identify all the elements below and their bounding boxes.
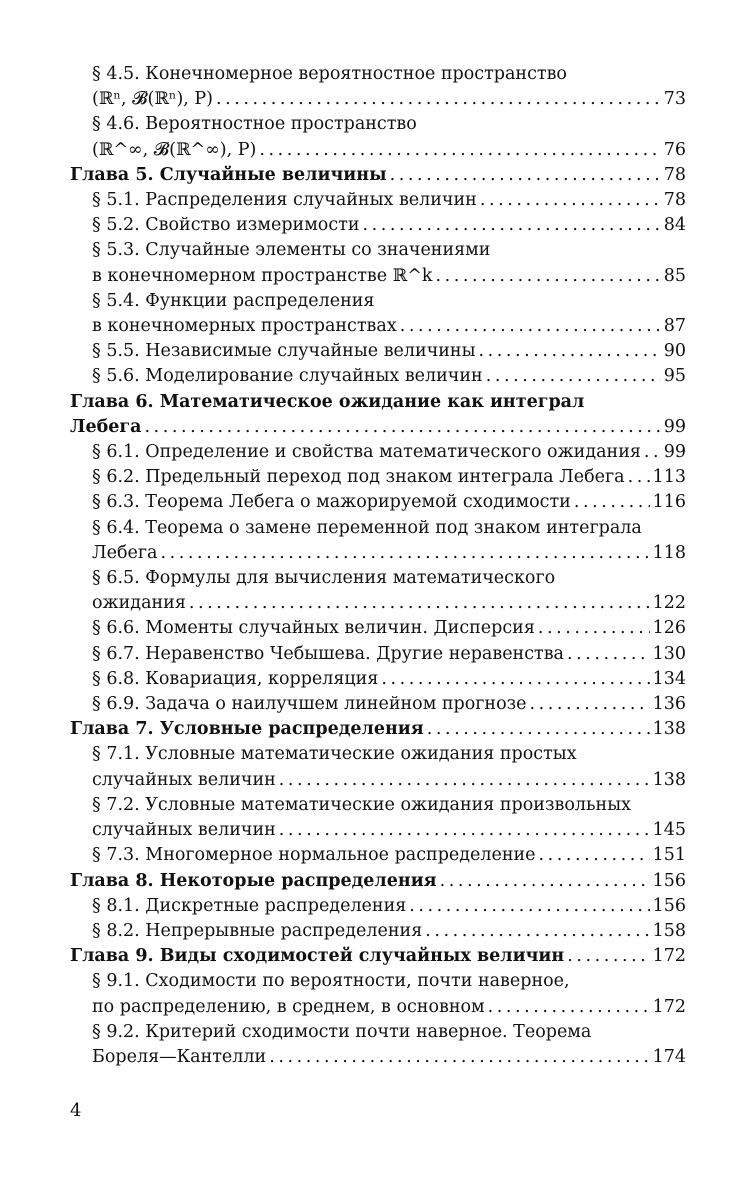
toc-page-number: 85 <box>663 265 686 286</box>
toc-page-number: 126 <box>652 618 686 639</box>
toc-page-number: 172 <box>652 996 686 1017</box>
toc-entry-title: § 6.4. Теорема о замене переменной под знаком интеграла <box>92 517 642 538</box>
toc-page-number: 118 <box>652 542 686 563</box>
toc-entry-title-cont: случайных величин <box>92 820 276 841</box>
toc-entry-7-2 <box>70 793 686 843</box>
leader-dots <box>189 591 650 616</box>
leader-dots <box>479 339 661 364</box>
leader-dots <box>567 642 650 667</box>
toc-chapter-title: Глава 8. Некоторые распределения <box>70 870 437 891</box>
toc-entry-title: § 6.1. Определение и свойства математического ожидания <box>92 442 641 463</box>
toc-entry-6-7 <box>70 642 686 667</box>
toc-page-number: 84 <box>663 215 686 236</box>
toc-page-number: 138 <box>652 769 686 790</box>
toc-entry-6-2 <box>70 465 686 490</box>
toc-entry-title: § 8.2. Непрерывные распределения <box>92 920 423 941</box>
toc-entry-title: § 4.6. Вероятностное пространство <box>92 114 417 135</box>
leader-dots <box>644 440 661 465</box>
toc-entry-6-5 <box>70 566 686 616</box>
toc-page-number: 134 <box>652 668 686 689</box>
toc-entry-title: § 7.3. Многомерное нормальное распределение <box>92 845 536 866</box>
leader-dots <box>279 768 650 793</box>
toc-entry-title-cont: Бореля—Кантелли <box>92 1046 267 1067</box>
toc-entry-6-9 <box>70 692 686 717</box>
toc-entry-title: § 9.1. Сходимости по вероятности, почти наверное, <box>92 971 570 992</box>
leader-dots <box>486 364 661 389</box>
toc-entry-title: § 6.9. Задача о наилучшем линейном прогнозе <box>92 694 527 715</box>
toc-page-number: 174 <box>652 1046 686 1067</box>
toc-entry-title: § 4.5. Конечномерное вероятностное пространство <box>92 64 567 84</box>
toc-chapter-title: Глава 9. Виды сходимостей случайных величин <box>70 946 565 967</box>
toc-entry-6-1 <box>70 440 686 465</box>
toc-entry-5-2 <box>70 213 686 238</box>
toc-entry-5-5 <box>70 339 686 364</box>
toc-entry-7-1 <box>70 742 686 792</box>
toc-entry-title-cont: (ℝⁿ, 𝓑(ℝⁿ), P) <box>92 89 213 110</box>
toc-page-number: 122 <box>652 593 686 614</box>
toc-entry-title: § 7.1. Условные математические ожидания простых <box>92 744 577 765</box>
leader-dots <box>269 1045 649 1070</box>
toc-entry-title: § 6.7. Неравенство Чебышева. Другие неравенства <box>92 643 564 664</box>
leader-dots <box>628 465 650 490</box>
leader-dots <box>400 314 661 339</box>
leader-dots <box>216 87 661 112</box>
toc-page-number: 76 <box>663 139 686 160</box>
leader-dots <box>488 995 650 1020</box>
toc-page-number: 99 <box>663 416 686 437</box>
toc-entry-6-6 <box>70 616 686 641</box>
toc-entry-5-1 <box>70 188 686 213</box>
toc-entry-title: § 5.6. Моделирование случайных величин <box>92 366 483 387</box>
leader-dots <box>381 667 649 692</box>
toc-entry-6-8 <box>70 667 686 692</box>
leader-dots <box>390 163 661 188</box>
leader-dots <box>574 490 650 515</box>
toc-entry-title-cont: в конечномерных пространствах <box>92 316 397 337</box>
toc-page-number: 116 <box>652 492 686 513</box>
toc-page-number: 130 <box>652 643 686 664</box>
toc-entry-5-4 <box>70 289 686 339</box>
toc-entry-title-cont: по распределению, в среднем, в основном <box>92 996 485 1017</box>
toc-page-number: 78 <box>663 190 686 211</box>
toc-page-number: 78 <box>663 164 686 185</box>
toc-entry-title: § 6.3. Теорема Лебега о мажорируемой сходимости <box>92 492 571 513</box>
page-number: 4 <box>70 1100 82 1121</box>
toc-entry-6-3 <box>70 490 686 515</box>
toc-page-number: 151 <box>652 845 686 866</box>
toc-entry-title: § 5.3. Случайные элементы со значениями <box>92 240 491 261</box>
leader-dots <box>567 944 649 969</box>
toc-entry-title: § 5.4. Функции распределения <box>92 290 375 311</box>
leader-dots <box>160 541 649 566</box>
toc-entry-title-cont: (ℝ^∞, 𝓑(ℝ^∞), P) <box>92 139 257 160</box>
leader-dots <box>409 894 649 919</box>
toc-entry-title: § 6.8. Ковариация, корреляция <box>92 668 379 689</box>
leader-dots <box>259 138 660 163</box>
toc-page-number: 90 <box>663 341 686 362</box>
toc-entry-4-5 <box>70 62 686 112</box>
toc-chapter-title: Глава 5. Случайные величины <box>70 164 387 185</box>
leader-dots <box>362 213 660 238</box>
toc-entry-title: § 5.1. Распределения случайных величин <box>92 190 477 211</box>
toc-chapter-title-cont: Лебега <box>70 416 142 437</box>
toc-entry-8-1 <box>70 894 686 919</box>
leader-dots <box>539 843 650 868</box>
toc-entry-title: § 7.2. Условные математические ожидания произвольных <box>92 794 631 815</box>
toc-entry-title: § 6.2. Предельный переход под знаком интеграла Лебега <box>92 467 625 488</box>
toc-entry-title: § 6.5. Формулы для вычисления математического <box>92 568 556 589</box>
leader-dots <box>480 188 661 213</box>
toc-entry-4-6 <box>70 112 686 162</box>
toc-entry-title: § 6.6. Моменты случайных величин. Дисперсия <box>92 618 535 639</box>
leader-dots <box>279 818 650 843</box>
leader-dots <box>435 264 660 289</box>
toc-page-number: 99 <box>663 442 686 463</box>
toc-entry-7-3 <box>70 843 686 868</box>
toc-chapter-5 <box>70 163 686 188</box>
toc-page-number: 156 <box>652 895 686 916</box>
toc-chapter-6 <box>70 390 686 440</box>
table-of-contents <box>70 62 686 1070</box>
toc-chapter-7 <box>70 717 686 742</box>
toc-page-number: 73 <box>663 89 686 110</box>
leader-dots <box>427 717 650 742</box>
toc-entry-title: § 9.2. Критерий сходимости почти наверное. Теорема <box>92 1021 592 1042</box>
toc-chapter-title: Глава 7. Условные распределения <box>70 719 424 740</box>
toc-entry-5-3 <box>70 238 686 288</box>
toc-entry-5-6 <box>70 364 686 389</box>
toc-page-number: 136 <box>652 694 686 715</box>
toc-entry-title-cont: Лебега <box>92 542 158 563</box>
toc-entry-9-1 <box>70 969 686 1019</box>
leader-dots <box>425 919 649 944</box>
toc-chapter-9 <box>70 944 686 969</box>
toc-page-number: 138 <box>652 719 686 740</box>
toc-entry-title-cont: ожидания <box>92 593 186 614</box>
leader-dots <box>440 869 650 894</box>
toc-page-number: 158 <box>652 920 686 941</box>
leader-dots <box>144 415 660 440</box>
toc-page-number: 172 <box>652 946 686 967</box>
toc-entry-9-2 <box>70 1020 686 1070</box>
toc-entry-6-4 <box>70 516 686 566</box>
toc-entry-title: § 5.2. Свойство измеримости <box>92 215 360 236</box>
toc-page-number: 95 <box>663 366 686 387</box>
leader-dots <box>530 692 650 717</box>
toc-entry-8-2 <box>70 919 686 944</box>
toc-page-number: 87 <box>663 316 686 337</box>
toc-chapter-8 <box>70 869 686 894</box>
leader-dots <box>538 616 650 641</box>
toc-page-number: 145 <box>652 820 686 841</box>
toc-chapter-title: Глава 6. Математическое ожидание как интеграл <box>70 391 585 412</box>
toc-entry-title-cont: в конечномерном пространстве ℝ^k <box>92 265 433 286</box>
toc-entry-title: § 5.5. Независимые случайные величины <box>92 341 476 362</box>
toc-page-number: 156 <box>652 870 686 891</box>
toc-entry-title-cont: случайных величин <box>92 769 276 790</box>
toc-entry-title: § 8.1. Дискретные распределения <box>92 895 407 916</box>
toc-page-number: 113 <box>652 467 686 488</box>
